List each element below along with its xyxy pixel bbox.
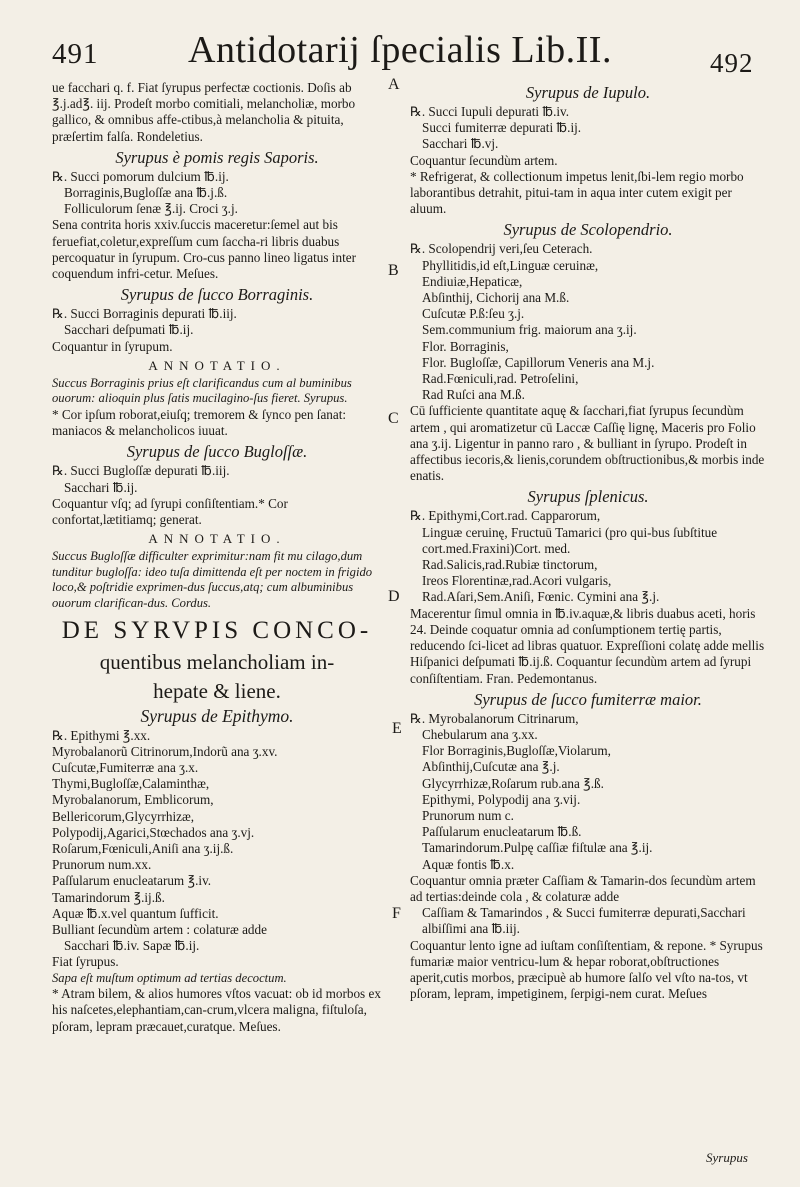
text-line: * Atram bilem, & alios humores vſtos vacuat: ob id morbos ex his naſcetes,elephantiam,can-crum,vlcera maligna, fiſtuloſa, pſoram, lepram præcauet,curatque. Meſues. — [52, 986, 381, 1034]
recipe-heading: Syrupus de ſucco fumiterræ maior. — [474, 689, 702, 709]
text-line: Bulliant ſecundùm artem : colaturæ adde — [52, 922, 267, 938]
recipe-heading: Syrupus de Scolopendrio. — [503, 220, 673, 240]
text-line: Prunorum num c. — [422, 807, 514, 823]
text-line: Glycyrrhizæ,Roſarum rub.ana ℥.ß. — [422, 775, 604, 791]
annotation-text: Succus Bugloſſæ difficulter exprimitur:nam fit mu cilago,dum tunditur bugloſſa: ideo tuſa dimittenda eſt per noctem in frigido loco,& poſtridie exprimen-dus ſuccus,atq; cum albuminibus ouorum clarifican-dus. Cordus. — [52, 549, 373, 611]
text-line: Myrobalanorum, Emblicorum, — [52, 792, 214, 808]
section-title: hepate & liene. — [153, 678, 281, 703]
text-line: Paſſularum enucleatarum ℥.iv. — [52, 873, 212, 889]
text-line: Epithymi, Polypodij ana ʒ.vij. — [422, 791, 581, 807]
text-line: ℞. Epithymi ℥.xx. — [52, 727, 151, 743]
text-line: Sacchari ℔.vj. — [422, 136, 499, 152]
text-line: Succi fumiterræ depurati ℔.ij. — [422, 120, 582, 136]
text-line: Roſarum,Fœniculi,Aniſi ana ʒ.ij.ß. — [52, 841, 234, 857]
margin-letter-a: A — [388, 76, 400, 93]
text-line: ℞. Scolopendrij veri,ſeu Ceterach. — [410, 241, 593, 257]
recipe-heading: Syrupus de ſucco Bugloſſæ. — [126, 442, 308, 462]
text-line: Rad.Aſari,Sem.Aniſi, Fœnic. Cymini ana ℥.j. — [422, 589, 660, 605]
text-line: Borraginis,Bugloſſæ ana ℔.j.ß. — [64, 185, 228, 201]
text-line: Tamarindorum ℥.ij.ß. — [52, 889, 165, 905]
text-line: Prunorum num.xx. — [52, 857, 152, 873]
text-line: Flor Borraginis,Bugloſſæ,Violarum, — [422, 743, 611, 759]
text-line: ℞. Succi Bugloſſæ depurati ℔.iij. — [52, 463, 230, 479]
text-line: Caſſiam & Tamarindos , & Succi fumiterræ depurati,Sacchari albiſſimi ana ℔.iij. — [422, 905, 746, 937]
text-line: Cū ſufficiente quantitate aquę & ſacchari,fiat ſyrupus ſecundùm artem , qui aromatizetur cū Laccæ Caſſię lignę, Maceris pro Folio ana ʒ.ij. Ligentur in panno raro , & bulliant in ſyrupo. Prodeſt in affectibus iecoris,& lienis,corundem obſtructionibus,& morbis inde enatis. — [410, 403, 765, 484]
running-title: Antidotarij ſpecialis Lib.II. — [188, 29, 612, 71]
text-line: Ireos Florentinæ,rad.Acori vulgaris, — [422, 573, 612, 589]
text-line: Macerentur ſimul omnia in ℔.iv.aquæ,& libris duabus aceti, horis 24. Deinde coquatur omnia ad conſumptionem tertię partis, reducendo ſci-licet ad libras quatuor. Expreſſioni colatę adde mellis Hiſpanici deſpumati ℔.ij.ß. Coquantur ſecundùm artem ad ſyrupi conſiſtentiam. Fran. Pedemontanus. — [410, 605, 765, 686]
text-line: Endiuiæ,Hepaticæ, — [422, 273, 523, 289]
recipe-heading: Syrupus de Iupulo. — [525, 83, 651, 102]
text-line: Thymi,Bugloſſæ,Calaminthæ, — [52, 776, 210, 792]
text-line: ℞. Succi pomorum dulcium ℔.ij. — [52, 168, 229, 184]
text-line: Linguæ ceruinę, Fructuū Tamarici (pro qui-bus ſubſtitue cort.med.Fraxini)Cort. med. — [422, 524, 718, 556]
text-line: ℞. Succi Iupuli depurati ℔.iv. — [410, 104, 570, 119]
text-line: Paſſularum enucleatarum ℔.ß. — [422, 824, 582, 840]
text-line: Coquantur omnia præter Caſſiam & Tamarin-dos ſecundùm artem ad tertias:deinde cola , & colaturæ adde — [410, 872, 756, 904]
text-line: Bellericorum,Glycyrrhizæ, — [52, 808, 195, 824]
text-line: Flor. Borraginis, — [422, 338, 509, 354]
text-line: Sacchari ℔.iv. Sapæ ℔.ij. — [64, 938, 200, 954]
margin-letter-e: E — [392, 720, 402, 737]
text-line: ℞. Myrobalanorum Citrinarum, — [410, 710, 579, 726]
recipe-heading: Syrupus ſplenicus. — [527, 487, 649, 507]
text-line: Sem.communium frig. maiorum ana ʒ.ij. — [422, 322, 637, 338]
text-line: Coquantur ſecundùm artem. — [410, 152, 558, 168]
page-number-left: 491 — [52, 38, 99, 70]
section-title: quentibus melancholiam in- — [99, 649, 335, 674]
text-line: Coquantur in ſyrupum. — [52, 338, 173, 354]
text-line: Polypodij,Agarici,Stœchados ana ʒ.vj. — [52, 824, 255, 840]
margin-letter-b: B — [388, 262, 399, 279]
recipe-heading: Syrupus de ſucco Borraginis. — [120, 285, 314, 305]
page-number-right: 492 — [710, 48, 754, 78]
annotation-heading: ANNOTATIO. — [148, 531, 286, 547]
annotation-text: Sapa eſt muſtum optimum ad tertias decoctum. — [52, 970, 287, 985]
text-line: * Cor ipſum roborat,eiuſq; tremorem & ſynco pen ſanat: maniacos & melancholicos iuuat. — [52, 407, 347, 439]
text-line: Flor. Bugloſſæ, Capillorum Veneris ana M.j. — [422, 354, 655, 370]
text-line: Aquæ fontis ℔.x. — [422, 856, 515, 872]
text-line: Myrobalanorũ Citrinorum,Indorũ ana ʒ.xv. — [52, 743, 278, 759]
margin-letter-f: F — [392, 905, 401, 922]
margin-letter-c: C — [388, 410, 399, 427]
text-line: Sacchari ℔.ij. — [64, 479, 138, 495]
text-line: ℞. Epithymi,Cort.rad. Capparorum, — [410, 508, 601, 524]
recipe-heading: Syrupus de Epithymo. — [140, 705, 294, 726]
recipe-heading: Syrupus è pomis regis Saporis. — [115, 147, 319, 167]
margin-letter-d: D — [388, 588, 400, 605]
text-line: Phyllitidis,id eſt,Linguæ ceruinæ, — [422, 257, 599, 273]
text-line: Abſinthij,Cuſcutæ ana ℥.j. — [422, 759, 560, 775]
text-line: Rad.Fœniculi,rad. Petroſelini, — [422, 371, 579, 387]
section-title: DE SYRVPIS CONCO- — [61, 616, 373, 644]
text-line: Sacchari deſpumati ℔.ij. — [64, 322, 194, 338]
text-line: Chebularum ana ʒ.xx. — [422, 726, 538, 742]
text-line: Abſinthij, Cichorij ana M.ß. — [422, 290, 570, 306]
text-line: * Refrigerat, & collectionum impetus lenit,ſbi-lem regio morbo laborantibus detrahit, pitui-tam in aqua inter cutem exigit per aluum. — [410, 168, 744, 217]
text-line: Coquantur lento igne ad iuſtam conſiſtentiam, & repone. * Syrupus fumariæ maior ventricu-lum & hepar roborat,obſtructiones aperit,cutis morbos, præcipuè ab humore ſalſo vel vſto na-tos, vt pſoram, lepram, impetiginem, ſerpigi-nem curat. Meſues — [410, 937, 763, 1002]
text-line: Cuſcutæ,Fumiterræ ana ʒ.x. — [52, 760, 199, 776]
text-line: ue facchari q. f. Fiat ſyrupus perfectæ coctionis. Doſis ab ℥.j.ad℥. iij. Prodeſt morbo comitiali, melancholiæ, morbo gallico, & omnibus affe-ctibus,à melancholia & pituita, præſertim falſa. Rondeletius. — [52, 80, 356, 144]
catchword: Syrupus — [706, 1150, 748, 1165]
text-line: ℞. Succi Borraginis depurati ℔.iij. — [52, 306, 237, 322]
text-line: Sena contrita horis xxiv.ſuccis maceretur:ſemel aut bis feruefiat,coletur,expreſſum cum ſaccha-ri libris duabus percoquatur in ſyrupum. Cro-cus panno lineo ligatus inter coquendum infri-cetur. Meſues. — [52, 217, 356, 282]
text-line: Coquantur vſq; ad ſyrupi conſiſtentiam.* Cor confortat,lætitiamq; generat. — [52, 495, 288, 528]
text-line: Rad Ruſci ana M.ß. — [422, 387, 525, 403]
text-line: Tamarindorum.Pulpę caſſiæ fiſtulæ ana ℥.ij. — [422, 840, 653, 856]
annotation-text: Succus Borraginis prius eſt clarificandus cum al buminibus ouorum: alioquin plus ſatis mucilagino-ſus fieret. Syrupus. — [52, 375, 352, 406]
text-line: Folliculorum ſenæ ℥.ij. Croci ʒ.j. — [64, 201, 238, 217]
text-line: Fiat ſyrupus. — [52, 954, 119, 970]
left-column — [52, 80, 382, 1035]
text-line: Cuſcutæ P.ß:ſeu ʒ.j. — [422, 306, 525, 322]
annotation-heading: ANNOTATIO. — [148, 357, 286, 373]
text-line: Rad.Salicis,rad.Rubiæ tinctorum, — [422, 557, 598, 573]
text-line: Aquæ ℔.x.vel quantum ſufficit. — [52, 905, 219, 921]
right-column — [410, 80, 766, 1002]
